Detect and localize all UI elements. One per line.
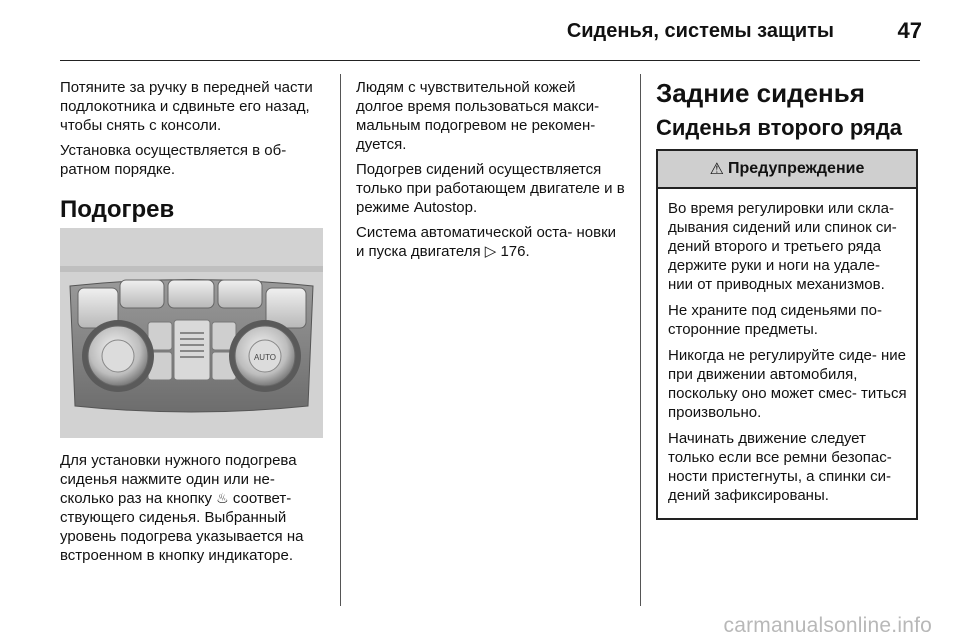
column-middle — [356, 78, 626, 267]
page-number: 47 — [897, 18, 922, 43]
header-divider — [60, 60, 920, 61]
climate-panel-illustration — [60, 228, 323, 438]
column-divider — [340, 74, 341, 606]
paragraph: Установка осуществляется в об- ратном порядке. — [60, 142, 287, 178]
paragraph: Система автоматической оста- новки и пуска двигателя ▷ 176. — [356, 224, 617, 260]
paragraph: Подогрев сидений осуществляется только при работающем двигателе и в режиме Autostop. — [356, 161, 625, 216]
section-heading-heating: Подогрев — [60, 196, 175, 223]
warning-header — [658, 151, 916, 189]
climate-control-panel-photo — [60, 228, 323, 438]
warning-paragraph: Во время регулировки или скла- дывания сидений или спинок си- дений второго и третьего ряда держите руки и ноги на удале- нии от приводных механизмов. — [668, 200, 897, 293]
warning-box — [656, 149, 918, 520]
watermark: carmanualsonline.info — [723, 614, 932, 637]
seat-heating-icon: ♨ — [216, 490, 229, 506]
paragraph: Потяните за ручку в передней части подлокотника и сдвиньте его назад, чтобы снять с консоли. — [60, 79, 313, 134]
subheading-second-row: Сиденья второго ряда — [656, 115, 903, 140]
column-divider — [640, 74, 641, 606]
column-left — [60, 78, 325, 185]
auto-label: AUTO — [253, 353, 277, 362]
warning-triangle-icon: ⚠ — [709, 161, 724, 178]
warning-paragraph: Не храните под сиденьями по- сторонние предметы. — [668, 302, 882, 338]
page-reference-icon: ▷ — [484, 243, 497, 260]
warning-paragraph: Никогда не регулируйте сиде- ние при движении автомобиля, поскольку оно может смес- титься произвольно. — [668, 347, 907, 421]
warning-body — [658, 189, 916, 518]
column-right — [656, 78, 921, 520]
section-heading-rear-seats: Задние сиденья — [656, 78, 865, 108]
caption-text: Для установки нужного подогрева сиденья нажмите один или не- сколько раз на кнопку — [60, 452, 297, 507]
page-title: Сиденья, системы защиты — [566, 20, 834, 42]
warning-paragraph: Начинать движение следует только если все ремни безопас- ности пристегнуты, а спинки си- дений зафиксированы. — [668, 430, 892, 504]
page-reference-link[interactable]: 176. — [500, 243, 530, 260]
paragraph: Людям с чувствительной кожей долгое время пользоваться макси- мальным подогревом не рекомен- дуется. — [356, 79, 600, 153]
warning-title: Предупреждение — [728, 160, 865, 177]
photo-caption — [60, 451, 328, 571]
caption-text: соответ- ствующего сиденья. Выбранный уровень подогрева указывается на встроенном в кнопку индикаторе. — [60, 490, 304, 564]
